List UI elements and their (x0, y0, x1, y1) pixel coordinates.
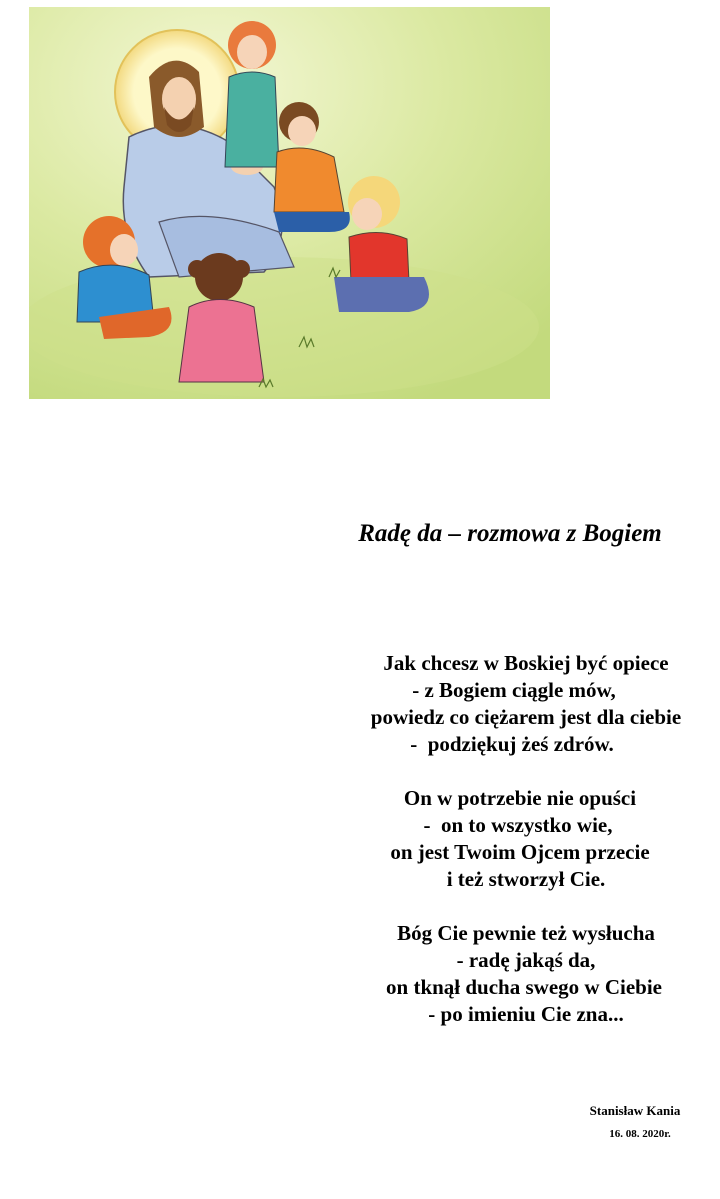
stanza-2 (340, 785, 712, 893)
stanza-3 (340, 920, 712, 1028)
poem-line: - po imieniu Cie zna... (428, 1002, 624, 1026)
poem-line: powiedz co ciężarem jest dla ciebie (370, 705, 682, 729)
poem-body (340, 650, 712, 1055)
stanza-1 (340, 650, 712, 758)
poem-line: - radę jakąś da, (456, 948, 596, 972)
poem-line: on jest Twoim Ojcem przecie (390, 840, 650, 864)
poem-line: - z Bogiem ciągle mów, (412, 678, 616, 702)
author-name: Stanisław Kania (589, 1103, 681, 1118)
poem-title: Radę da – rozmowa z Bogiem (358, 520, 662, 547)
poem-line: on tknął ducha swego w Ciebie (386, 975, 662, 999)
poem-date: 16. 08. 2020r. (609, 1128, 671, 1140)
poem-line: On w potrzebie nie opuści (403, 786, 637, 810)
poem-line: - on to wszystko wie, (423, 813, 613, 837)
poem-line: Bóg Cie pewnie też wysłucha (397, 921, 655, 945)
poem-line: - podziękuj żeś zdrów. (410, 732, 614, 756)
jesus-with-children-illustration (29, 7, 550, 399)
poem-line: Jak chcesz w Boskiej być opiece (383, 651, 669, 675)
poem-line: i też stworzył Cie. (446, 867, 606, 891)
